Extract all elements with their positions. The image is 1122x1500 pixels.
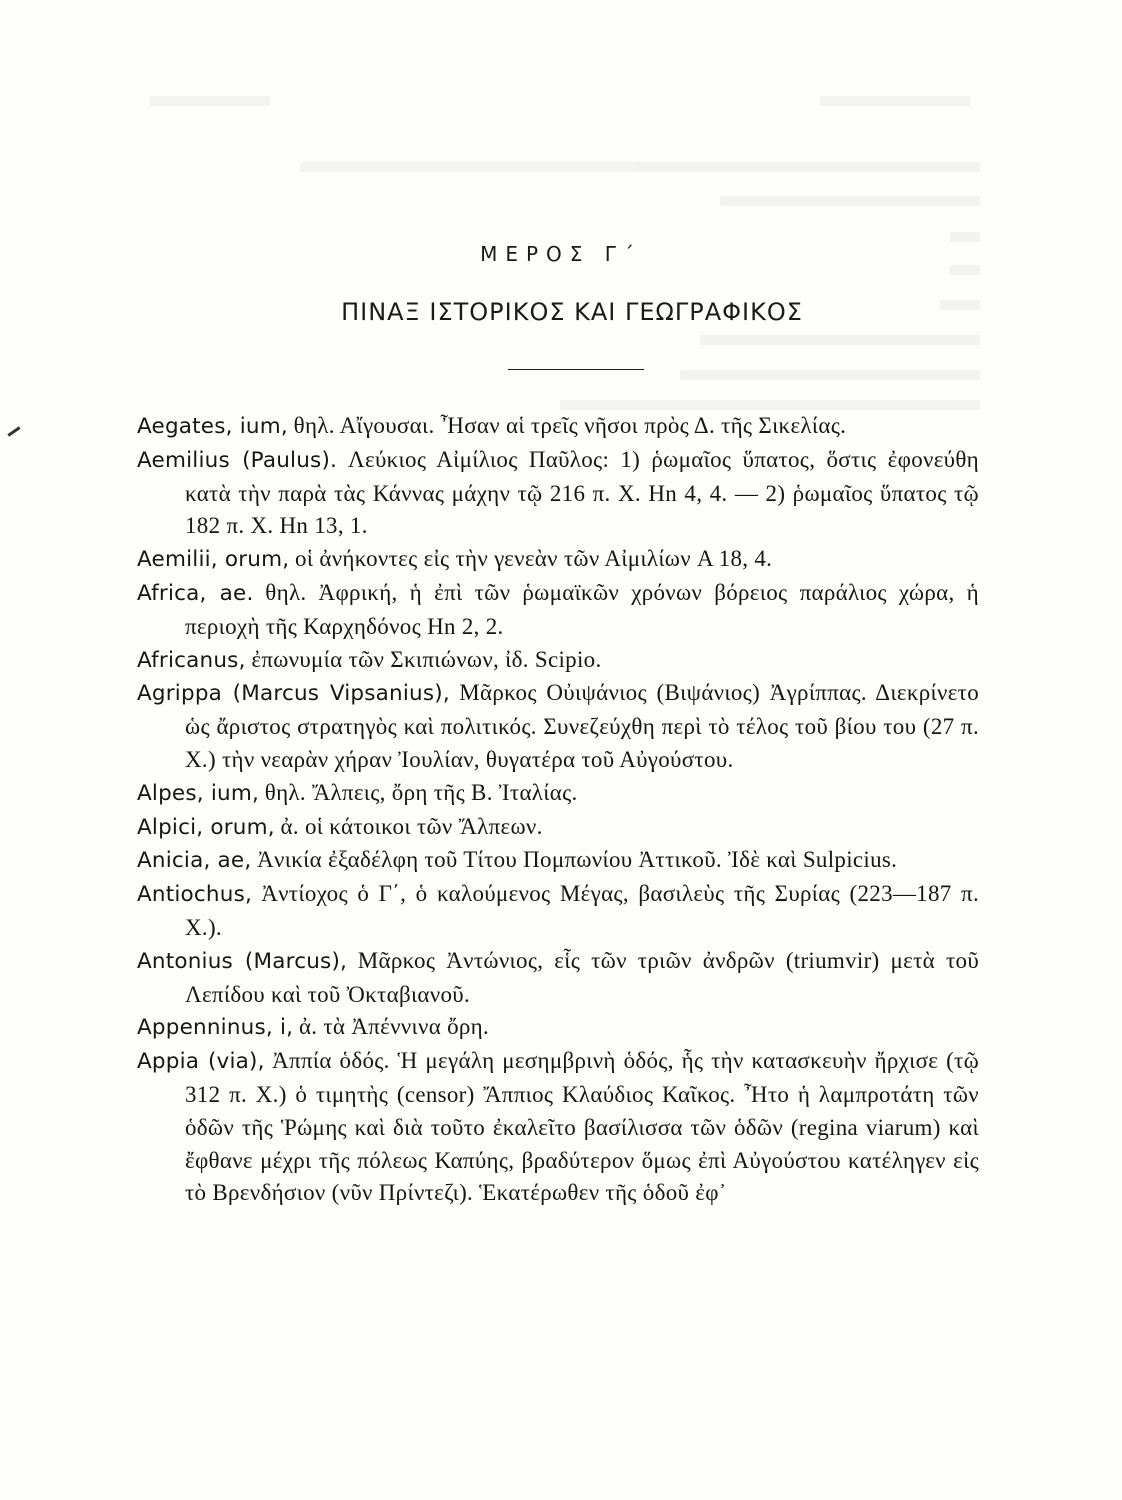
index-entries	[137, 410, 979, 1210]
entry-headword: Aegates, ium,	[137, 414, 288, 439]
entry-text: Μᾶρκος Οὐιψάνιος (Βιψάνιος) Ἀγρίππας. Διεκρίνετο ὡς ἄριστος στρατηγὸς καὶ πολιτικός. Συνεζεύχθη περὶ τὸ τέλος τοῦ βίου του (27 π. Χ.) τὴν νεαρὰν χήραν Ἰουλίαν, θυγατέρα τοῦ Αὐγούστου.	[185, 680, 980, 772]
entry-headword: Africa, ae.	[137, 580, 254, 606]
part-title: ΜΕΡΟΣ Γ΄	[480, 242, 642, 266]
entry-headword: Agrippa (Marcus Vipsanius),	[137, 681, 450, 707]
index-entry-agrippa	[137, 677, 979, 776]
index-entry-appia	[137, 1045, 979, 1210]
entry-text: ἐπωνυμία τῶν Σκιπιώνων, ἰδ. Scipio.	[251, 646, 602, 672]
index-entry-aemilius	[137, 444, 979, 543]
index-entry-alpes	[137, 777, 979, 811]
entry-headword: Appia (via),	[137, 1049, 265, 1075]
entry-headword: Africanus,	[137, 647, 246, 673]
entry-text: οἱ ἀνήκοντες εἰς τὴν γενεὰν τῶν Αἰμιλίων A 18, 4.	[295, 546, 773, 572]
index-entry-africanus	[137, 644, 979, 678]
entry-headword: Aemilii, orum,	[137, 547, 290, 573]
entry-headword: Appenninus, i,	[137, 1015, 294, 1041]
entry-text: Ἀππία ὁδός. Ἡ μεγάλη μεσημβρινὴ ὁδός, ἧς τὴν κατασκευὴν ἤρχισε (τῷ 312 π. Χ.) ὁ τιμητὴς (censor) Ἄππιος Κλαύδιος Καῖκος. Ἦτο ἡ λαμπροτάτη τῶν ὁδῶν τῆς Ῥώμης καὶ διὰ τοῦτο ἐκαλεῖτο βασίλισσα τῶν ὁδῶν (regina viarum) καὶ ἔφθανε μέχρι τῆς πόλεως Καπύης, βραδύτερον ὅμως ἐπὶ Αὐγούστου κατέληγεν εἰς τὸ Βρενδήσιον (νῦν Πρίντεζι). Ἑκατέρωθεν τῆς ὁδοῦ ἐφ᾽	[185, 1048, 980, 1206]
index-entry-aemilii	[137, 543, 979, 577]
entry-text: Μᾶρκος Ἀντώνιος, εἷς τῶν τριῶν ἀνδρῶν (triumvir) μετὰ τοῦ Λεπίδου καὶ τοῦ Ὀκταβιανοῦ.	[185, 947, 980, 1007]
index-entry-alpici	[137, 811, 979, 845]
entry-text: ἀ. οἱ κάτοικοι τῶν Ἄλπεων.	[280, 813, 543, 839]
entry-text: θηλ. Ἀφρική, ἡ ἐπὶ τῶν ῥωμαϊκῶν χρόνων βόρειος παράλιος χώρα, ἡ περιοχὴ τῆς Καρχηδόνος Hn 2, 2.	[185, 579, 979, 639]
entry-headword: Antonius (Marcus),	[137, 948, 348, 974]
entry-text: Ἀνικία ἐξαδέλφη τοῦ Τίτου Πομπωνίου Ἀττικοῦ. Ἰδὲ καὶ Sulpicius.	[257, 847, 898, 873]
index-entry-anicia	[137, 844, 979, 878]
entry-headword: Antiochus,	[137, 882, 253, 908]
margin-mark	[7, 426, 20, 436]
index-entry-africa	[137, 577, 979, 644]
index-entry-antiochus	[137, 878, 979, 945]
title-rule	[508, 369, 644, 370]
entry-headword: Alpici, orum,	[137, 814, 275, 840]
entry-text: ἀ. τὰ Ἀπέννινα ὄρη.	[298, 1014, 490, 1040]
entry-text: Ἀντίοχος ὁ Γ΄, ὁ καλούμενος Μέγας, βασιλεὺς τῆς Συρίας (223—187 π. Χ.).	[185, 881, 980, 940]
entry-text: Λεύκιος Αἰμίλιος Παῦλος: 1) ῥωμαῖος ὕπατος, ὅστις ἐφονεύθη κατὰ τὴν παρὰ τὰς Κάννας μάχην τῷ 216 π. Χ. Hn 4, 4. — 2) ῥωμαῖος ὕπατος τῷ 182 π. Χ. Hn 13, 1.	[185, 446, 980, 539]
entry-text: θηλ. Ἄλπεις, ὄρη τῆς Β. Ἰταλίας.	[264, 779, 578, 805]
entry-headword: Aemilius (Paulus).	[137, 447, 338, 473]
index-entry-antonius	[137, 945, 979, 1012]
index-entry-appenninus	[137, 1011, 979, 1045]
entry-headword: Anicia, ae,	[137, 848, 252, 874]
entry-text: θηλ. Αἴγουσαι. Ἦσαν αἱ τρεῖς νῆσοι πρὸς Δ. τῆς Σικελίας.	[293, 413, 847, 438]
index-entry-aegates	[137, 410, 979, 444]
index-title: ΠΙΝΑΞ ΙΣΤΟΡΙΚΟΣ ΚΑΙ ΓΕΩΓΡΑΦΙΚΟΣ	[341, 298, 803, 326]
entry-headword: Alpes, ium,	[137, 780, 260, 806]
